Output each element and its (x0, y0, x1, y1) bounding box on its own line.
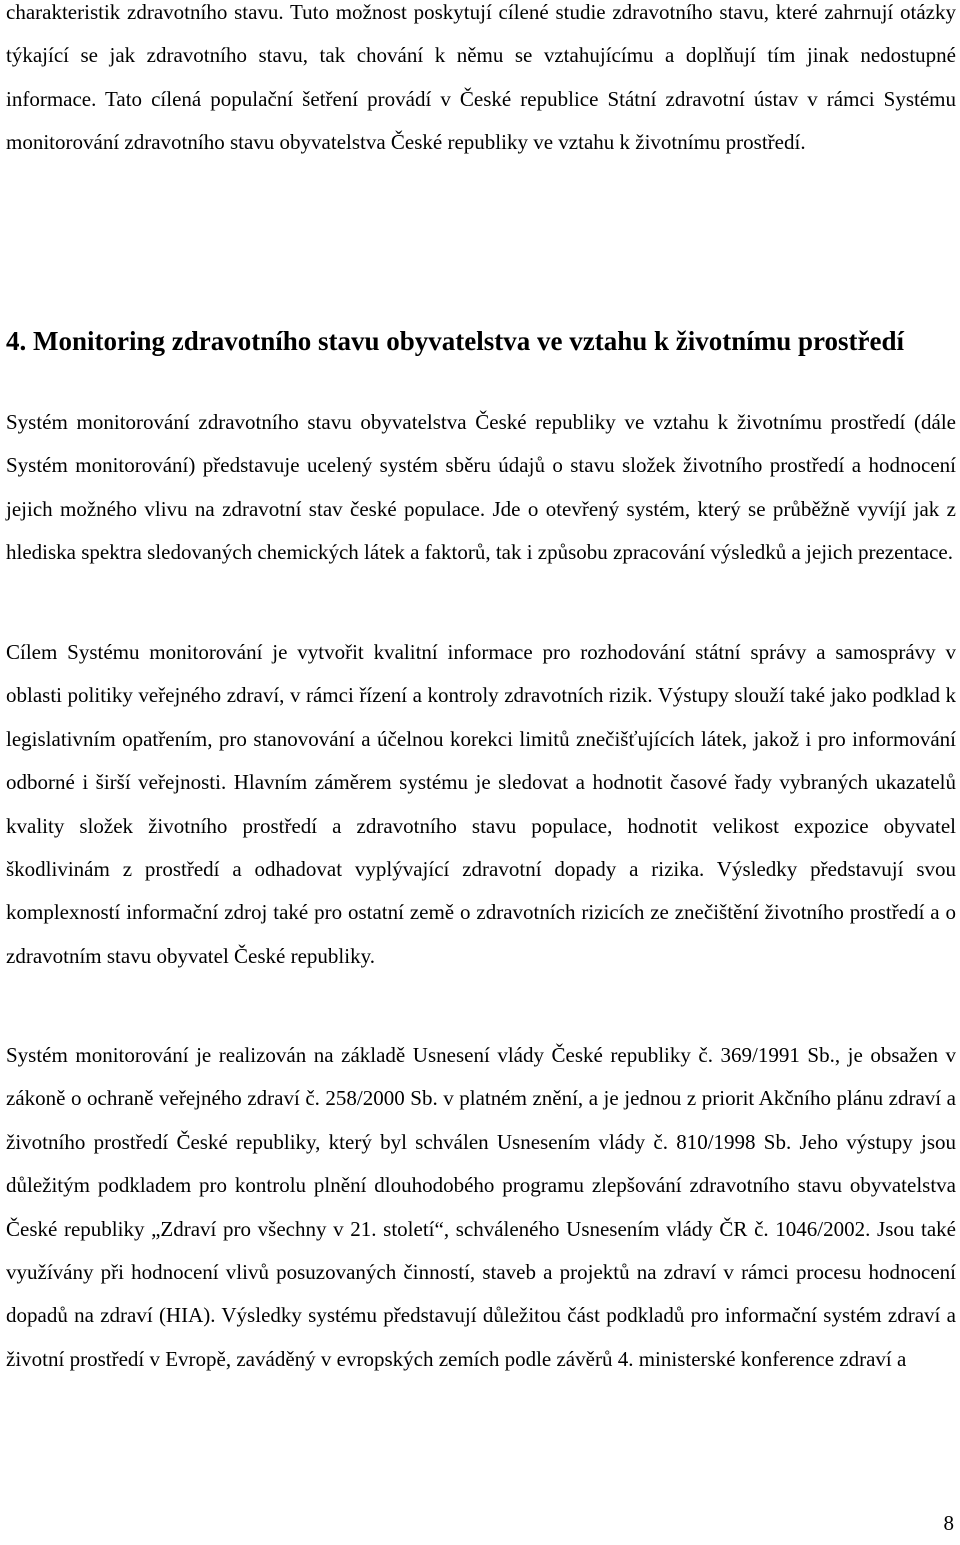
body-paragraph: Systém monitorování zdravotního stavu obyvatelstva České republiky ve vztahu k životnímu prostředí (dále Systém monitorování) představuje ucelený systém sběru údajů o stavu složek životního prostředí a hodnocení jejich možného vlivu na zdravotní stav české populace. Jde o otevřený systém, který se průběžně vyvíjí jak z hlediska spektra sledovaných chemických látek a faktorů, tak i způsobu zpracování výsledků a jejich prezentace. (6, 410, 956, 565)
body-paragraph: Cílem Systému monitorování je vytvořit kvalitní informace pro rozhodování státní správy a samosprávy v oblasti politiky veřejného zdraví, v rámci řízení a kontroly zdravotních rizik. Výstupy slouží také jako podklad k legislativním opatřením, pro stanovování a účelnou korekci limitů znečišťujících látek, jakož i pro informování odborné i širší veřejnosti. Hlavním záměrem systému je sledovat a hodnotit časové řady vybraných ukazatelů kvality složek životního prostředí a zdravotního stavu populace, hodnotit velikost expozice obyvatel škodlivinám z prostředí a odhadovat vyplývající zdravotní dopady a rizika. Výsledky představují svou komplexností informační zdroj také pro ostatní země o zdravotních rizicích ze znečištění životního prostředí a o zdravotním stavu obyvatel České republiky. (6, 640, 956, 968)
page-number: 8 (943, 1511, 954, 1535)
body-paragraph: Systém monitorování je realizován na základě Usnesení vlády České republiky č. 369/1991 Sb., je obsažen v zákoně o ochraně veřejného zdraví č. 258/2000 Sb. v platném znění, a je jednou z priorit Akčního plánu zdraví a životního prostředí České republiky, který byl schválen Usnesením vlády č. 810/1998 Sb. Jeho výstupy jsou důležitým podkladem pro kontrolu plnění dlouhodobého programu zlepšování zdravotního stavu obyvatelstva České republiky „Zdraví pro všechny v 21. století“, schváleného Usnesením vlády ČR č. 1046/2002. Jsou také využívány při hodnocení vlivů posuzovaných činností, staveb a projektů na zdraví v rámci procesu hodnocení dopadů na zdraví (HIA). Výsledky systému představují důležitou část podkladů pro informační systém zdraví a životní prostředí v Evropě, zaváděný v evropských zemích podle závěrů 4. ministerské konference zdraví a (6, 1043, 956, 1371)
section-heading: 4. Monitoring zdravotního stavu obyvatelstva ve vztahu k životnímu prostředí (6, 326, 905, 356)
intro-paragraph: charakteristik zdravotního stavu. Tuto možnost poskytují cílené studie zdravotního stavu, které zahrnují otázky týkající se jak zdravotního stavu, tak chování k němu se vztahujícímu a doplňují tím jinak nedostupné informace. Tato cílená populační šetření provádí v České republice Státní zdravotní ústav v rámci Systému monitorování zdravotního stavu obyvatelstva České republiky ve vztahu k životnímu prostředí. (6, 0, 956, 155)
